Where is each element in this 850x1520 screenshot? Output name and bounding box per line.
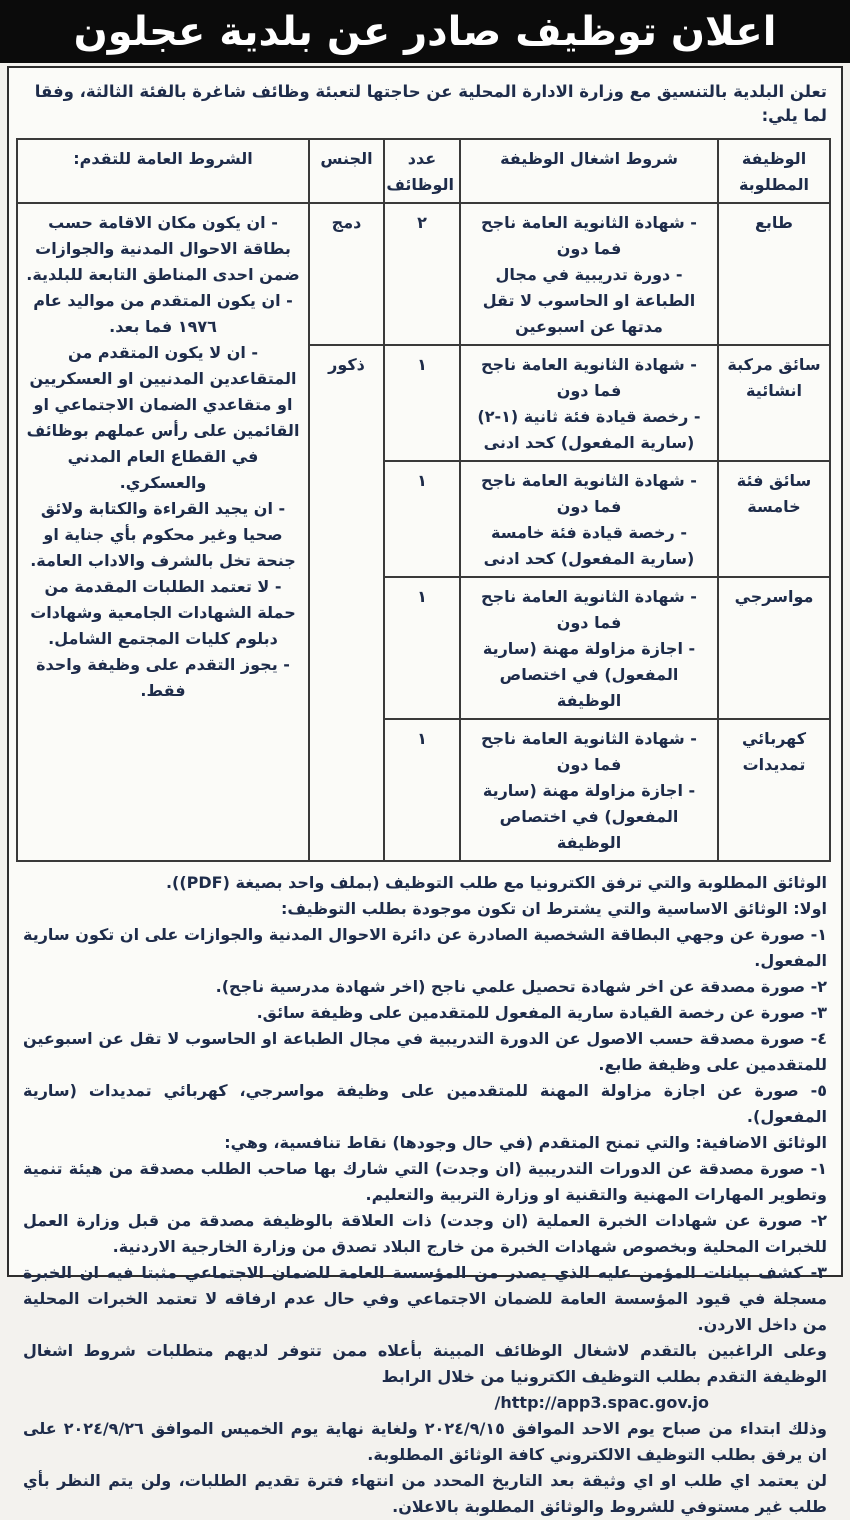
job-conditions-cell <box>460 719 718 861</box>
general-condition-item: - ان يجيد القراءة والكتابة ولائق صحيا وغير محكوم بأي جناية او جنحة تخل بالشرف والاداب العامة. <box>30 499 296 570</box>
job-conditions-cell <box>460 203 718 345</box>
job-title-cell: طابع <box>718 203 830 345</box>
condition-line: - دورة تدريبية في مجال الطباعة او الحاسوب لا تقل مدتها عن اسبوعين <box>482 265 696 336</box>
condition-line: - شهادة الثانوية العامة ناجح فما دون <box>481 471 697 516</box>
general-condition-item: - ان يكون مكان الاقامة حسب بطاقة الاحوال المدنية والجوازات ضمن احدى المناطق التابعة للبلدية. <box>26 213 300 284</box>
job-conditions-cell <box>460 577 718 719</box>
job-title-cell: سائق فئة خامسة <box>718 461 830 577</box>
body-text <box>23 870 827 1520</box>
general-condition-item: - ان يكون المتقدم من مواليد عام ١٩٧٦ فما بعد. <box>33 291 293 336</box>
start-date: ٢٠٢٤/٩/١٥ <box>424 1419 505 1438</box>
col-header-required-job: الوظيفة المطلوبة <box>718 139 830 203</box>
vacancy-count-cell: ١ <box>384 461 460 577</box>
condition-line: - شهادة الثانوية العامة ناجح فما دون <box>481 587 697 632</box>
basic-document-item-3: ٣- صورة عن رخصة القيادة سارية المفعول للمتقدمين على وظيفة سائق. <box>256 1003 827 1022</box>
condition-line: - رخصة قيادة فئة ثانية (١-٢) (سارية المفعول) كحد ادنى <box>477 407 701 452</box>
additional-documents-heading: الوثائق الاضافية: والتي تمنح المتقدم (في حال وجودها) نقاط تنافسية، وهي: <box>224 1133 827 1152</box>
condition-line: - شهادة الثانوية العامة ناجح فما دون <box>481 729 697 774</box>
general-condition-item: - لا تعتمد الطلبات المقدمة من حملة الشهادات الجامعية وشهادات دبلوم كليات المجتمع الشامل. <box>30 577 296 648</box>
job-title-cell: كهربائي تمديدات <box>718 719 830 861</box>
general-condition-item: - يجوز التقدم على وظيفة واحدة فقط. <box>36 655 290 700</box>
intro-text: تعلن البلدية بالتنسيق مع وزارة الادارة المحلية عن حاجتها لتعبئة وظائف شاغرة بالفئة الثالثة، وفقا لما يلي: <box>34 82 827 125</box>
job-conditions-cell <box>460 461 718 577</box>
additional-document-item-3: ٣- كشف بيانات المؤمن عليه الذي يصدر من المؤسسة العامة للضمان الاجتماعي مثبتا فيه ان الخبرة مسجلة في قيود المؤسسة العامة للضمان الاجتماعي وفي حال عدم ارفاقه لا تعتمد الخبرات المحلية من داخل الاردن. <box>23 1263 827 1334</box>
basic-documents-heading: اولا: الوثائق الاساسية والتي يشترط ان تكون موجودة بطلب التوظيف: <box>281 899 827 918</box>
content-box <box>7 66 843 1516</box>
application-period <box>23 1416 827 1468</box>
additional-document-item-1: ١- صورة مصدقة عن الدورات التدريبية (ان وجدت) التي شارك بها صاحب الطلب مصدقة من هيئة تنمية وتطوير المهارات المهنية والتقنية او وزارة التربية والتعليم. <box>23 1159 827 1204</box>
closing-text: وذلك ابتداء من صباح يوم الاحد الموافق <box>504 1419 828 1438</box>
vacancy-count-cell: ٢ <box>384 203 460 345</box>
banner <box>0 0 850 63</box>
job-title-cell: سائق مركبة انشائية <box>718 345 830 461</box>
row-printer <box>17 203 830 345</box>
col-header-general-conditions: الشروط العامة للتقدم: <box>17 139 309 203</box>
required-documents-heading: الوثائق المطلوبة والتي ترفق الكترونيا مع طلب التوظيف (بملف واحد بصيغة (PDF)). <box>165 873 827 892</box>
col-header-vacancy-count: عدد الوظائف <box>384 139 460 203</box>
job-title-cell: مواسرجي <box>718 577 830 719</box>
basic-document-item-2: ٢- صورة مصدقة عن اخر شهادة تحصيل علمي ناجح (اخر شهادة مدرسية ناجح). <box>215 977 827 996</box>
condition-line: - رخصة قيادة فئة خامسة (سارية المفعول) كحد ادنى <box>483 523 695 568</box>
additional-document-item-2: ٢- صورة عن شهادات الخبرة العملية (ان وجدت) ذات العلاقة بالوظيفة مصدقة من قبل وزارة العمل للخبرات المحلية وبخصوص شهادات الخبرة من خارج البلاد تصدق من وزارة الخارجية الاردنية. <box>23 1211 827 1256</box>
final-note: لن يعتمد اي طلب او اي وثيقة بعد التاريخ المحدد من انتهاء فترة تقديم الطلبات، ولن يتم النظر بأي طلب غير مستوفي للشروط والوثائق المطلوبة بالاعلان. <box>23 1471 827 1516</box>
page-title: اعلان توظيف صادر عن بلدية عجلون <box>73 8 777 55</box>
vacancy-count-cell: ١ <box>384 719 460 861</box>
general-conditions-cell <box>17 203 309 861</box>
jobs-table <box>16 138 831 862</box>
application-instructions: وعلى الراغبين بالتقدم لاشغال الوظائف المبينة بأعلاه ممن تتوفر لديهم متطلبات شروط اشغال الوظيفة التقدم بطلب التوظيف الكترونيا من خلال الرابط <box>23 1341 827 1386</box>
basic-document-item-5: ٥- صورة عن اجازة مزاولة المهنة للمتقدمين على وظيفة مواسرجي، كهربائي تمديدات (سارية المفعول). <box>23 1081 827 1126</box>
condition-line: - شهادة الثانوية العامة ناجح فما دون <box>481 213 697 258</box>
condition-line: - اجازة مزاولة مهنة (سارية المفعول) في اختصاص الوظيفة <box>482 639 696 710</box>
gender-cell: دمج <box>309 203 384 345</box>
vacancy-count-cell: ١ <box>384 345 460 461</box>
end-date: ٢٠٢٤/٩/٢٦ <box>63 1419 144 1438</box>
general-condition-item: - ان لا يكون المتقدم من المتقاعدين المدنيين او العسكريين او متقاعدي الضمان الاجتماعي او القائمين على رأس عملهم بوظائف في القطاع العام المدني والعسكري. <box>26 343 300 492</box>
job-conditions-cell <box>460 345 718 461</box>
vacancy-count-cell: ١ <box>384 577 460 719</box>
gender-cell-males: ذكور <box>309 345 384 861</box>
col-header-job-conditions: شروط اشغال الوظيفة <box>460 139 718 203</box>
closing-text: ولغاية نهاية يوم الخميس الموافق <box>143 1419 425 1438</box>
closing-text: على ان يرفق بطلب التوظيف الالكتروني كافة الوثائق المطلوبة. <box>23 1419 827 1464</box>
table-header-row <box>17 139 830 203</box>
col-header-gender: الجنس <box>309 139 384 203</box>
condition-line: - شهادة الثانوية العامة ناجح فما دون <box>481 355 697 400</box>
basic-document-item-1: ١- صورة عن وجهي البطاقة الشخصية الصادرة عن دائرة الاحوال المدنية والجوازات على ان تكون سارية المفعول. <box>23 925 827 970</box>
condition-line: - اجازة مزاولة مهنة (سارية المفعول) في اختصاص الوظيفة <box>482 781 696 852</box>
application-url: /http://app3.spac.gov.jo <box>494 1393 709 1412</box>
basic-document-item-4: ٤- صورة مصدقة حسب الاصول عن الدورة التدريبية في مجال الطباعة او الحاسوب لا تقل عن اسبوعين للمتقدمين على وظيفة طابع. <box>23 1029 827 1074</box>
